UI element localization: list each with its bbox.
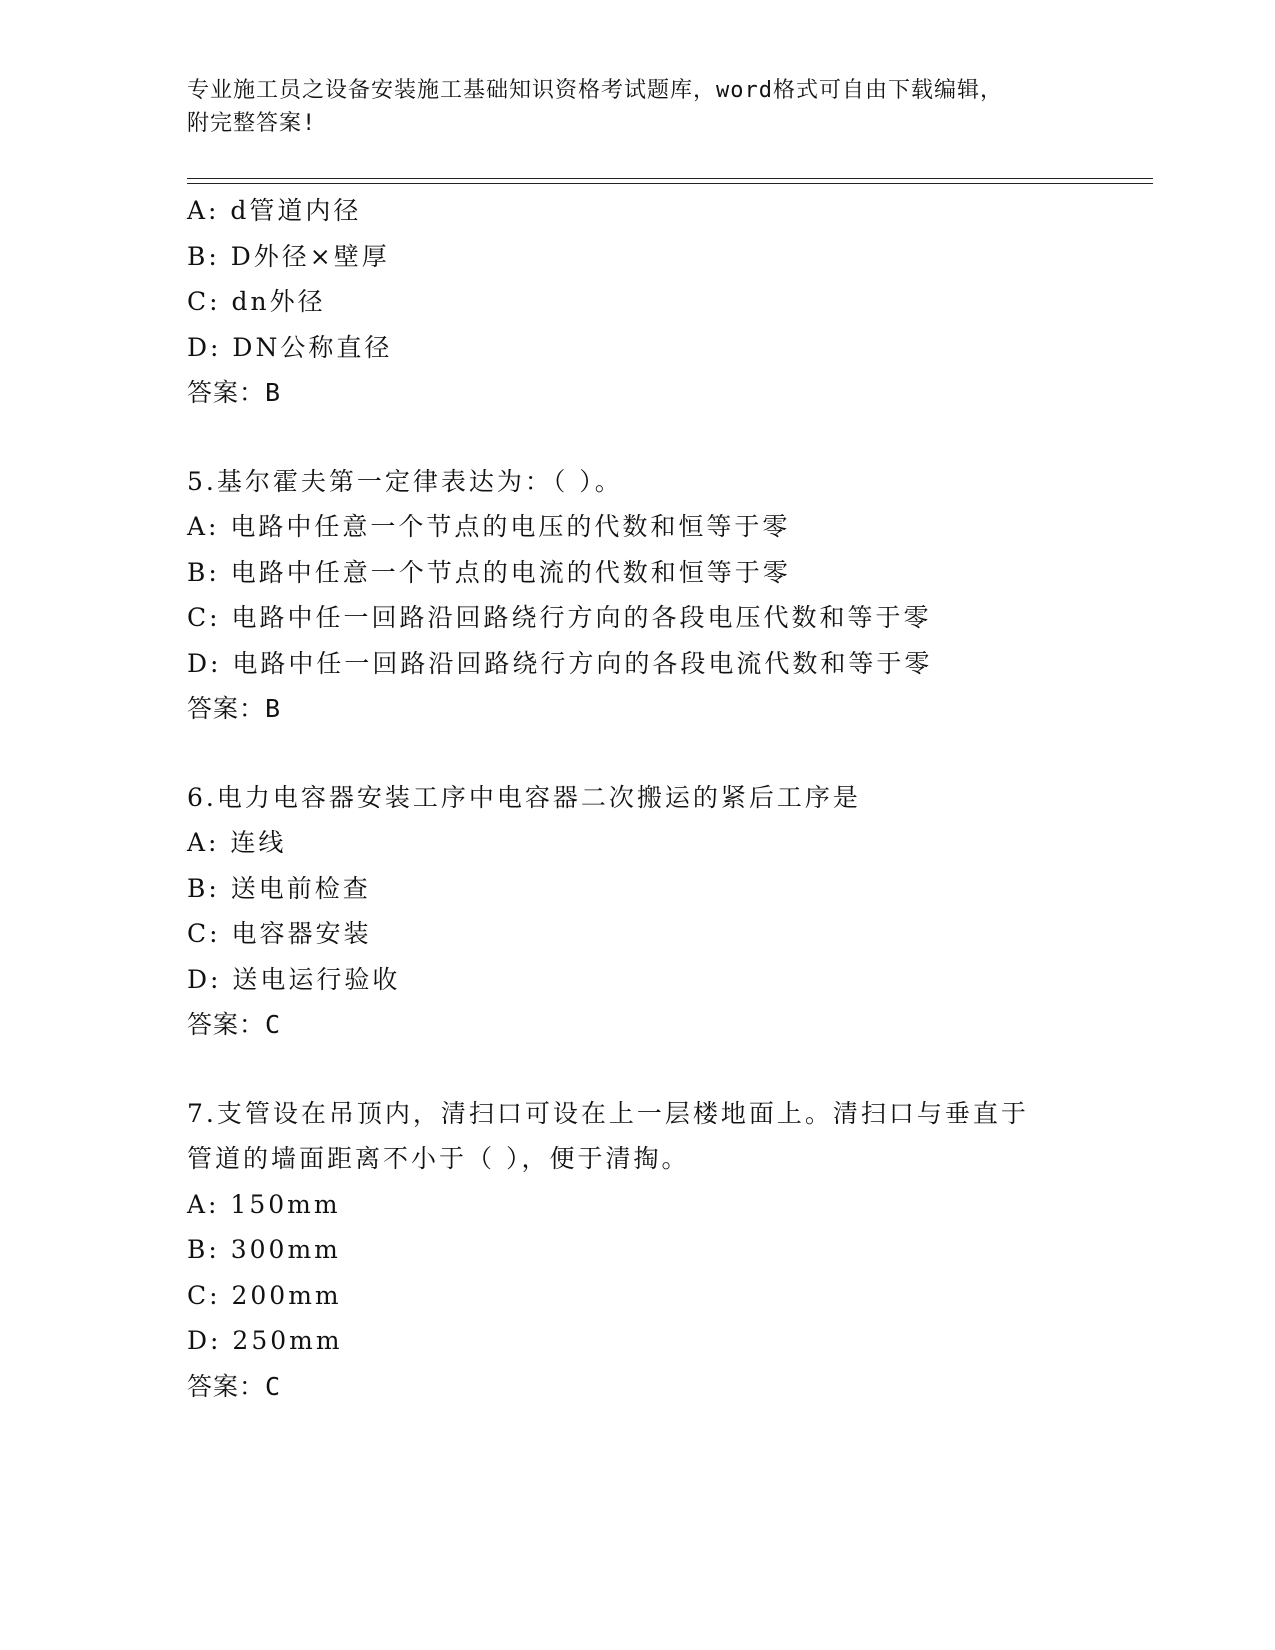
option-c: C: dn外径 xyxy=(187,287,326,316)
header-line-1: 专业施工员之设备安装施工基础知识资格考试题库，word格式可自由下载编辑， xyxy=(187,78,1003,103)
option-c: C: 电容器安装 xyxy=(187,919,372,948)
question-stem: 5.基尔霍夫第一定律表达为：（ ）。 xyxy=(187,466,623,496)
option-b: B: 送电前检查 xyxy=(187,873,371,903)
answer: 答案：B xyxy=(187,378,282,407)
option-b: B: 300mm xyxy=(187,1235,341,1264)
spacer xyxy=(187,416,1087,459)
header-rule-top xyxy=(187,178,1153,179)
question-6 xyxy=(187,775,1087,1048)
option-d: D: 250mm xyxy=(187,1326,343,1355)
question-4 xyxy=(187,188,1087,416)
spacer xyxy=(187,732,1087,775)
option-a: A: 150mm xyxy=(187,1189,341,1219)
header-line-2: 附完整答案! xyxy=(187,111,317,136)
option-d: D: 电路中任一回路沿回路绕行方向的各段电流代数和等于零 xyxy=(187,648,933,678)
option-b: B: D外径×壁厚 xyxy=(187,241,390,271)
option-c: C: 200mm xyxy=(187,1280,342,1310)
question-list xyxy=(187,188,1087,1409)
header-rule-bottom xyxy=(187,183,1153,184)
option-c: C: 电路中任一回路沿回路绕行方向的各段电压代数和等于零 xyxy=(187,603,932,632)
answer: 答案：B xyxy=(187,694,282,723)
question-stem-line-1: 7.支管设在吊顶内，清扫口可设在上一层楼地面上。清扫口与垂直于 xyxy=(187,1098,1029,1128)
document-header xyxy=(187,74,1067,140)
option-a: A: 连线 xyxy=(187,828,287,857)
question-5 xyxy=(187,459,1087,732)
spacer xyxy=(187,1048,1087,1091)
option-d: D: 送电运行验收 xyxy=(187,964,401,994)
question-stem: 6.电力电容器安装工序中电容器二次搬运的紧后工序是 xyxy=(187,782,861,812)
option-a: A: 电路中任意一个节点的电压的代数和恒等于零 xyxy=(187,512,791,541)
question-stem-line-2: 管道的墙面距离不小于（ ），便于清掏。 xyxy=(187,1144,690,1173)
question-7 xyxy=(187,1091,1087,1410)
option-b: B: 电路中任意一个节点的电流的代数和恒等于零 xyxy=(187,557,791,587)
option-a: A: d管道内径 xyxy=(187,196,362,225)
option-d: D: DN公称直径 xyxy=(187,332,393,362)
answer: 答案：C xyxy=(187,1010,282,1039)
answer: 答案：C xyxy=(187,1371,282,1401)
